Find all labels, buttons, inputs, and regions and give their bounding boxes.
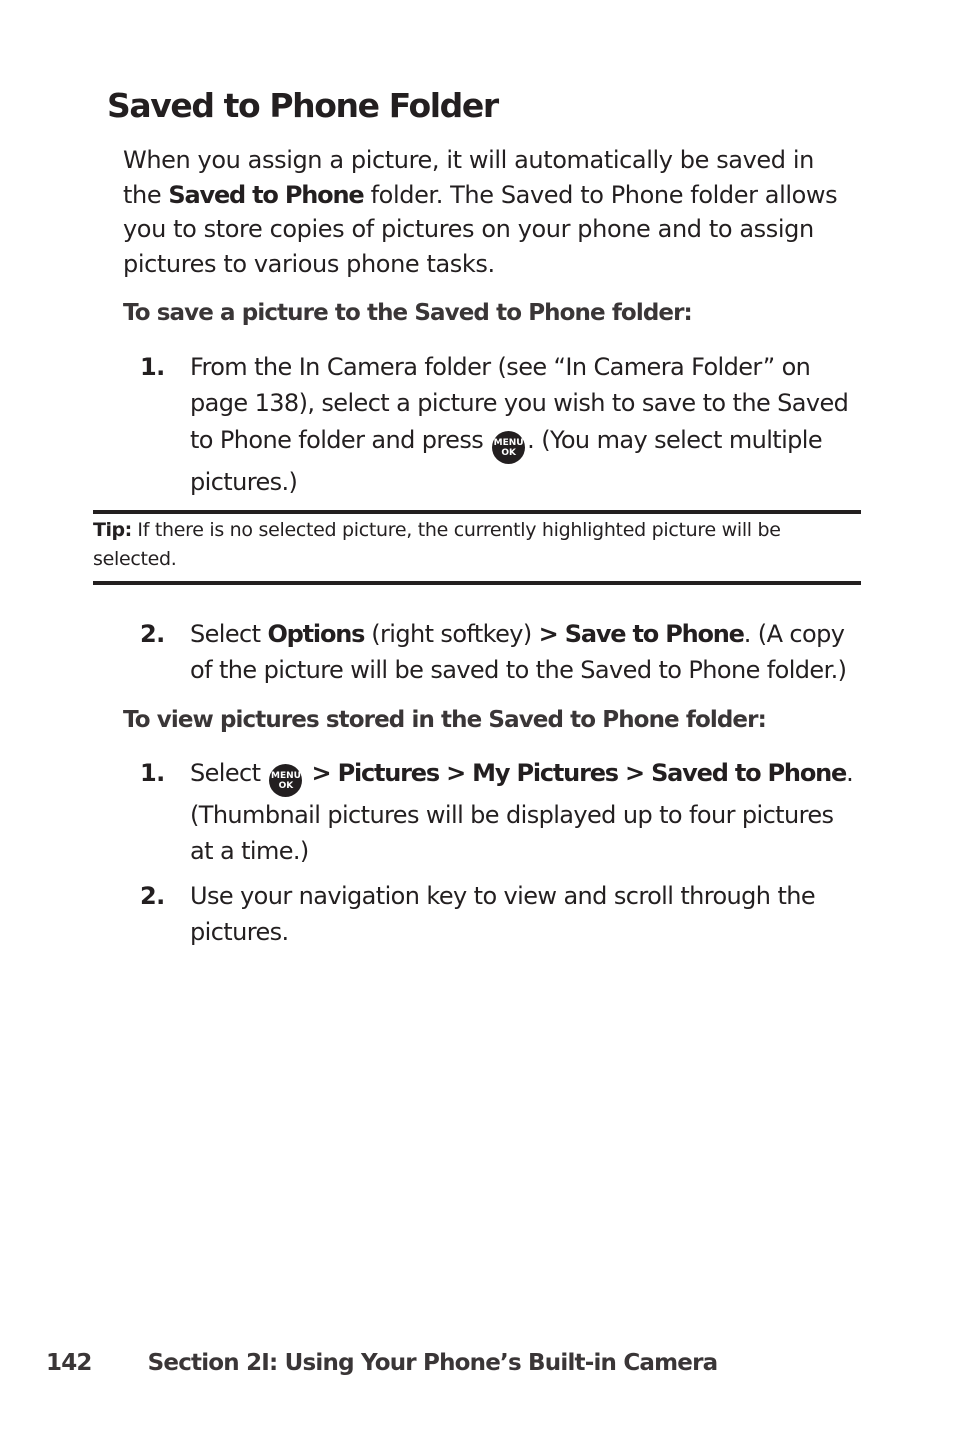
menu-path: > Pictures > My Pictures > Saved to Phone [311,759,847,787]
saved-to-phone-term: Saved to Phone [168,180,364,209]
page-title: Saved to Phone Folder [107,86,498,125]
step-number: 1. [140,759,165,787]
tip-box [93,516,861,574]
save-section-title: To save a picture to the Saved to Phone folder: [123,300,692,326]
page-footer [46,1350,717,1376]
intro-paragraph: When you assign a picture, it will automatically be saved in the Saved to Phone folder. The Saved to Phone folder allows you to store copies of pictures on your phone and to assign pictures to various phone tasks. [123,146,838,279]
save-step-2: 2. Select Options (right softkey) > Save to Phone. (A copy of the picture will be saved to the Saved to Phone folder.) [140,616,860,689]
save-to-phone-term: > Save to Phone [538,620,744,648]
tip-text: If there is no selected picture, the currently highlighted picture will be selected. [93,519,781,570]
view-step-1: 1. Select MENU OK > Pictures > My Pictures > Saved to Phone. (Thumbnail pictures will be displayed up to four pictures at a time.) [140,755,860,870]
tip-bottom-rule [93,581,861,585]
section-title: Section 2I: Using Your Phone’s Built-in Camera [147,1350,718,1376]
step-number: 2. [140,620,165,648]
step-number: 1. [140,353,165,381]
options-term: Options [267,620,365,648]
view-step-2: 2. Use your navigation key to view and scroll through the pictures. [140,878,860,951]
step-number: 2. [140,882,165,910]
page-number: 142 [46,1350,92,1376]
view-section-title: To view pictures stored in the Saved to Phone folder: [123,707,766,733]
save-step-1: 1. From the In Camera folder (see “In Camera Folder” on page 138), select a picture you wish to save to the Saved to Phone folder and press MENU OK . (You may select multiple pictures.) [140,349,860,500]
menu-ok-key-icon: MENU OK [269,764,302,797]
tip-top-rule [93,510,861,514]
menu-ok-key-icon: MENU OK [492,431,525,464]
tip-label: Tip: [93,519,132,541]
